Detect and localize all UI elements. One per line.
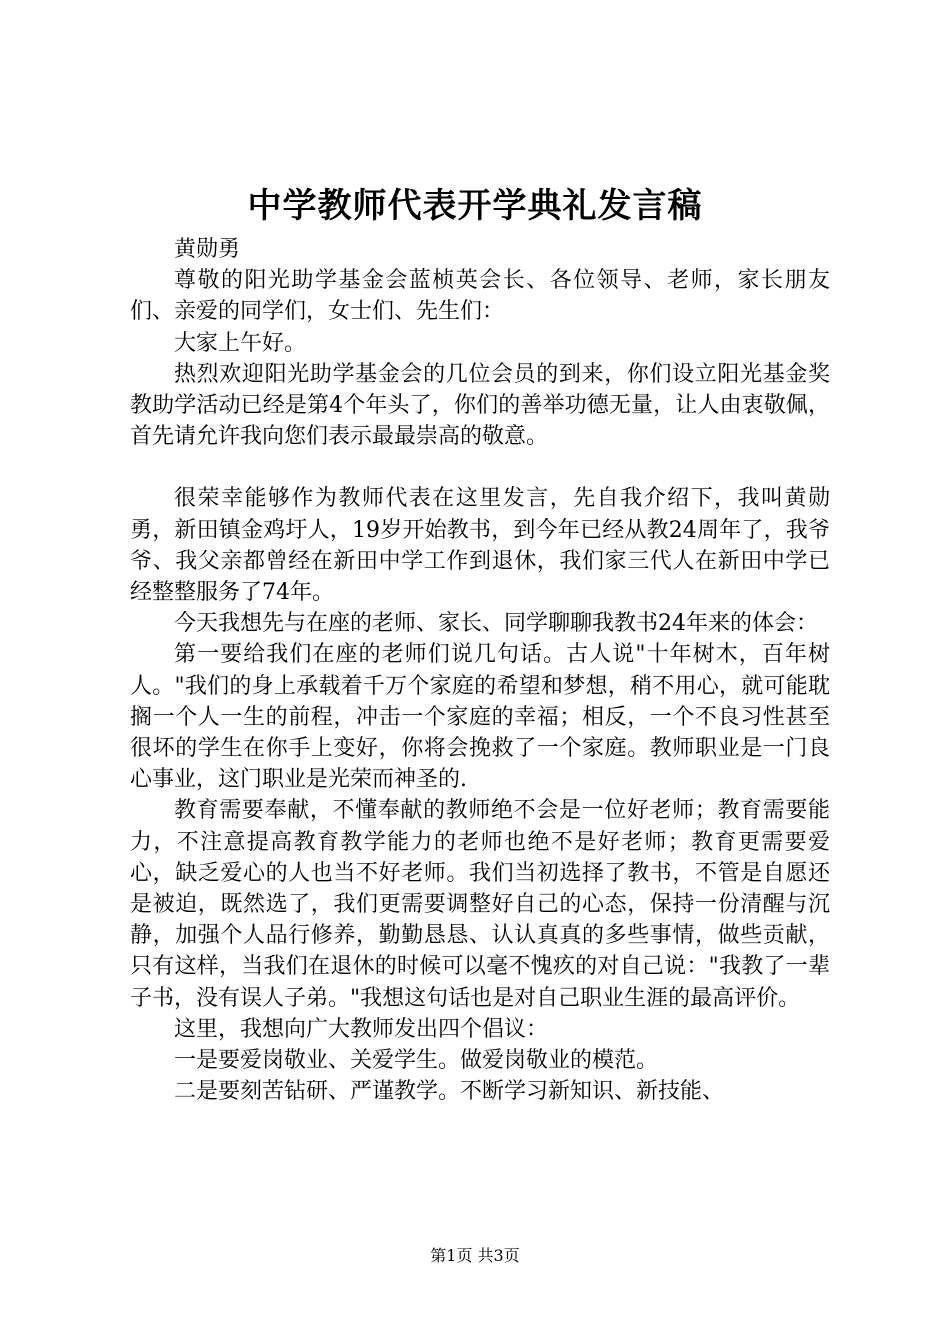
paragraph-dedication: 教育需要奉献，不懂奉献的教师绝不会是一位好老师；教育需要能力，不注意提高教育教学能力的老师也绝不是好老师；教育更需要爱心，缺乏爱心的人也当不好老师。我们当初选择了教书，不管是自愿还是被迫，既然选了，我们更需要调整好自己的心态，保持一份清醒与沉静，加强个人品行修养，勤勤恳恳、认认真真的多些事情，做些贡献，只有这样，当我们在退休的时候可以毫不愧疚的对自己说："我教了一辈子书，没有误人子弟。"我想这句话也是对自己职业生涯的最高评价。 <box>130 798 830 1011</box>
document-body <box>130 234 830 1107</box>
author-name: 黄勋勇 <box>174 237 241 262</box>
document-title: 中学教师代表开学典礼发言稿 <box>247 186 703 226</box>
paragraph-proposal-two: 二是要刻苦钻研、严谨教学。不断学习新知识、新技能、 <box>174 1079 725 1105</box>
page-number-footer: 第1页 共3页 <box>430 1246 520 1265</box>
paragraph-welcome: 热烈欢迎阳光助学基金会的几位会员的到来，你们设立阳光基金奖教助学活动已经是第4个年头了，你们的善举功德无量，让人由衷敬佩，首先请允许我向您们表示最最崇高的敬意。 <box>130 361 830 450</box>
paragraph-experience-intro: 今天我想先与在座的老师、家长、同学聊聊我教书24年来的体会： <box>174 611 818 637</box>
paragraph-introduction: 很荣幸能够作为教师代表在这里发言，先自我介绍下，我叫黄勋勇，新田镇金鸡圩人，19岁开始教书，到今年已经从教24周年了，我爷爷、我父亲都曾经在新田中学工作到退休，我们家三代人在新田中学已经整整服务了74年。 <box>130 486 830 606</box>
paragraph-salutation: 尊敬的阳光助学基金会蓝桢英会长、各位领导、老师，家长朋友们、亲爱的同学们，女士们、先生们： <box>130 268 830 325</box>
paragraph-greeting: 大家上午好。 <box>174 330 307 356</box>
paragraph-first-point: 第一要给我们在座的老师们说几句话。古人说"十年树木，百年树人。"我们的身上承载着千万个家庭的希望和梦想，稍不用心，就可能耽搁一个人一生的前程，冲击一个家庭的幸福；相反，一个不良习性甚至很坏的学生在你手上变好，你将会挽救了一个家庭。教师职业是一门良心事业，这门职业是光荣而神圣的. <box>130 642 830 793</box>
paragraph-proposal-one: 一是要爱岗敬业、关爱学生。做爱岗敬业的模范。 <box>174 1048 659 1074</box>
paragraph-proposals-intro: 这里，我想向广大教师发出四个倡议： <box>174 1016 549 1042</box>
